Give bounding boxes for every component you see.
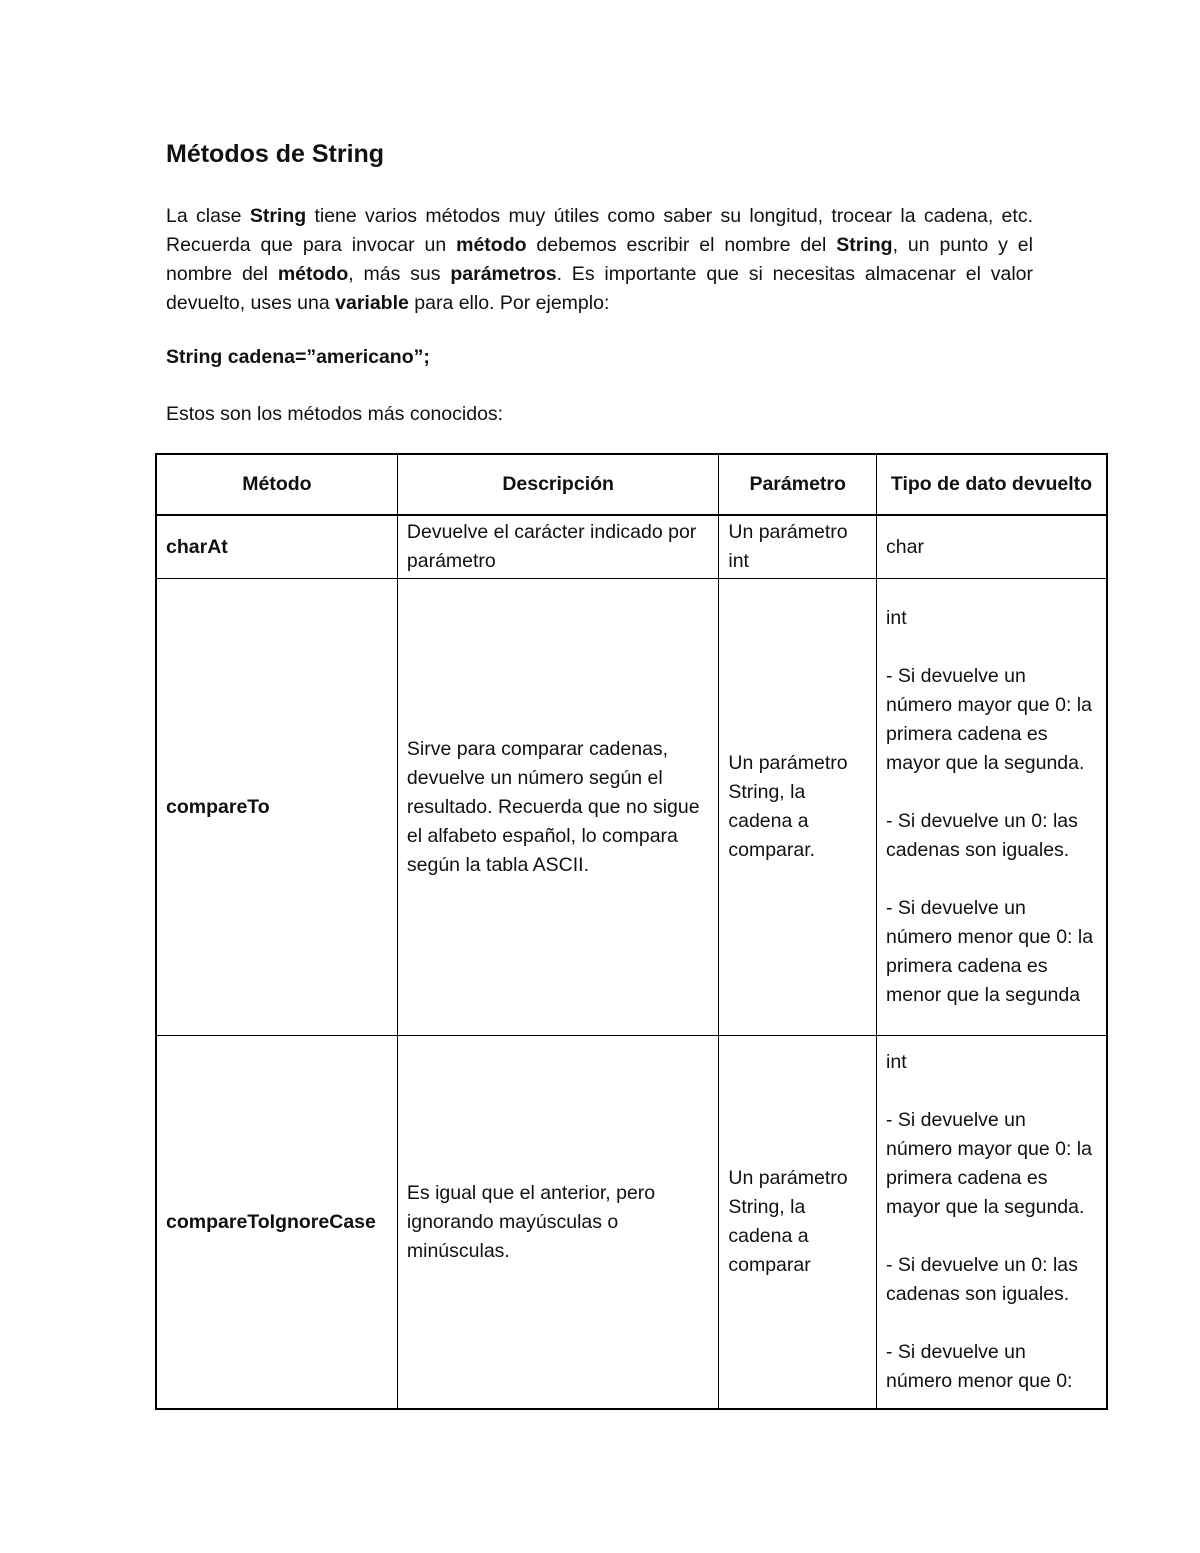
methods-table — [155, 453, 1108, 1410]
description-cell: Sirve para comparar cadenas, devuelve un número según el resultado. Recuerda que no sigue el alfabeto español, lo compara según la tabla ASCII. — [397, 579, 718, 1036]
paragraph-segment-bold: parámetros — [450, 263, 557, 285]
method-cell: compareToIgnoreCase — [156, 1036, 397, 1410]
method-cell: compareTo — [156, 579, 397, 1036]
table-intro: Estos son los métodos más conocidos: — [166, 403, 504, 425]
intro-paragraph — [166, 202, 1033, 318]
spacer — [886, 1309, 1097, 1338]
spacer — [886, 778, 1097, 807]
return-type-cell — [877, 1036, 1107, 1410]
paragraph-segment: , más sus — [348, 263, 451, 285]
spacer — [886, 1077, 1097, 1106]
header-description: Descripción — [397, 454, 718, 515]
return-type-line: int — [886, 607, 907, 629]
header-method: Método — [156, 454, 397, 515]
paragraph-segment: La clase — [166, 205, 250, 227]
method-cell: charAt — [156, 515, 397, 579]
header-parameter: Parámetro — [719, 454, 877, 515]
paragraph-segment: . Es importante que si necesitas almacenar el valor devuelto, uses una — [166, 263, 1034, 314]
parameter-cell: Un parámetro String, la cadena a comparar. — [719, 579, 877, 1036]
return-type-line: char — [886, 535, 924, 558]
parameter-cell: Un parámetro String, la cadena a comparar — [719, 1036, 877, 1410]
paragraph-segment: , un punto y el nombre del — [166, 234, 1033, 285]
return-type-line: - Si devuelve un número menor que 0: la primera cadena es menor que la segunda — [886, 897, 1094, 1006]
table-row — [156, 579, 1107, 1036]
page-title: Métodos de String — [166, 140, 385, 168]
return-type-line: - Si devuelve un número mayor que 0: la primera cadena es mayor que la segunda. — [886, 665, 1092, 774]
spacer — [886, 1222, 1097, 1251]
return-type-line: - Si devuelve un número mayor que 0: la primera cadena es mayor que la segunda. — [886, 1109, 1092, 1218]
paragraph-segment: para ello. Por ejemplo: — [408, 292, 610, 314]
table-row — [156, 515, 1107, 579]
paragraph-segment-bold: método — [456, 234, 527, 256]
paragraph-segment-bold: String — [836, 234, 893, 256]
return-type-line: - Si devuelve un número menor que 0: — [886, 1341, 1073, 1392]
table-header-row — [156, 454, 1107, 515]
table-row — [156, 1036, 1107, 1410]
paragraph-segment-bold: variable — [335, 292, 409, 314]
return-type-cell — [877, 579, 1107, 1036]
paragraph-segment-bold: String — [249, 205, 307, 227]
description-cell: Es igual que el anterior, pero ignorando mayúsculas o minúsculas. — [397, 1036, 718, 1410]
spacer — [886, 633, 1097, 662]
return-type-cell — [877, 515, 1107, 579]
description-cell: Devuelve el carácter indicado por parámetro — [397, 515, 718, 579]
return-type-line: int — [886, 1051, 907, 1073]
code-example: String cadena=”americano”; — [166, 346, 430, 368]
paragraph-segment-bold: método — [277, 263, 349, 285]
return-type-line: - Si devuelve un 0: las cadenas son iguales. — [886, 1254, 1078, 1305]
paragraph-segment: tiene varios métodos muy útiles como saber su longitud, trocear la cadena, etc. Recuerda que para invocar un — [166, 205, 1033, 256]
header-return-type: Tipo de dato devuelto — [877, 454, 1107, 515]
spacer — [886, 865, 1097, 894]
return-type-line: - Si devuelve un 0: las cadenas son iguales. — [886, 810, 1078, 861]
paragraph-segment: debemos escribir el nombre del — [526, 234, 837, 256]
parameter-cell: Un parámetro int — [719, 515, 877, 579]
